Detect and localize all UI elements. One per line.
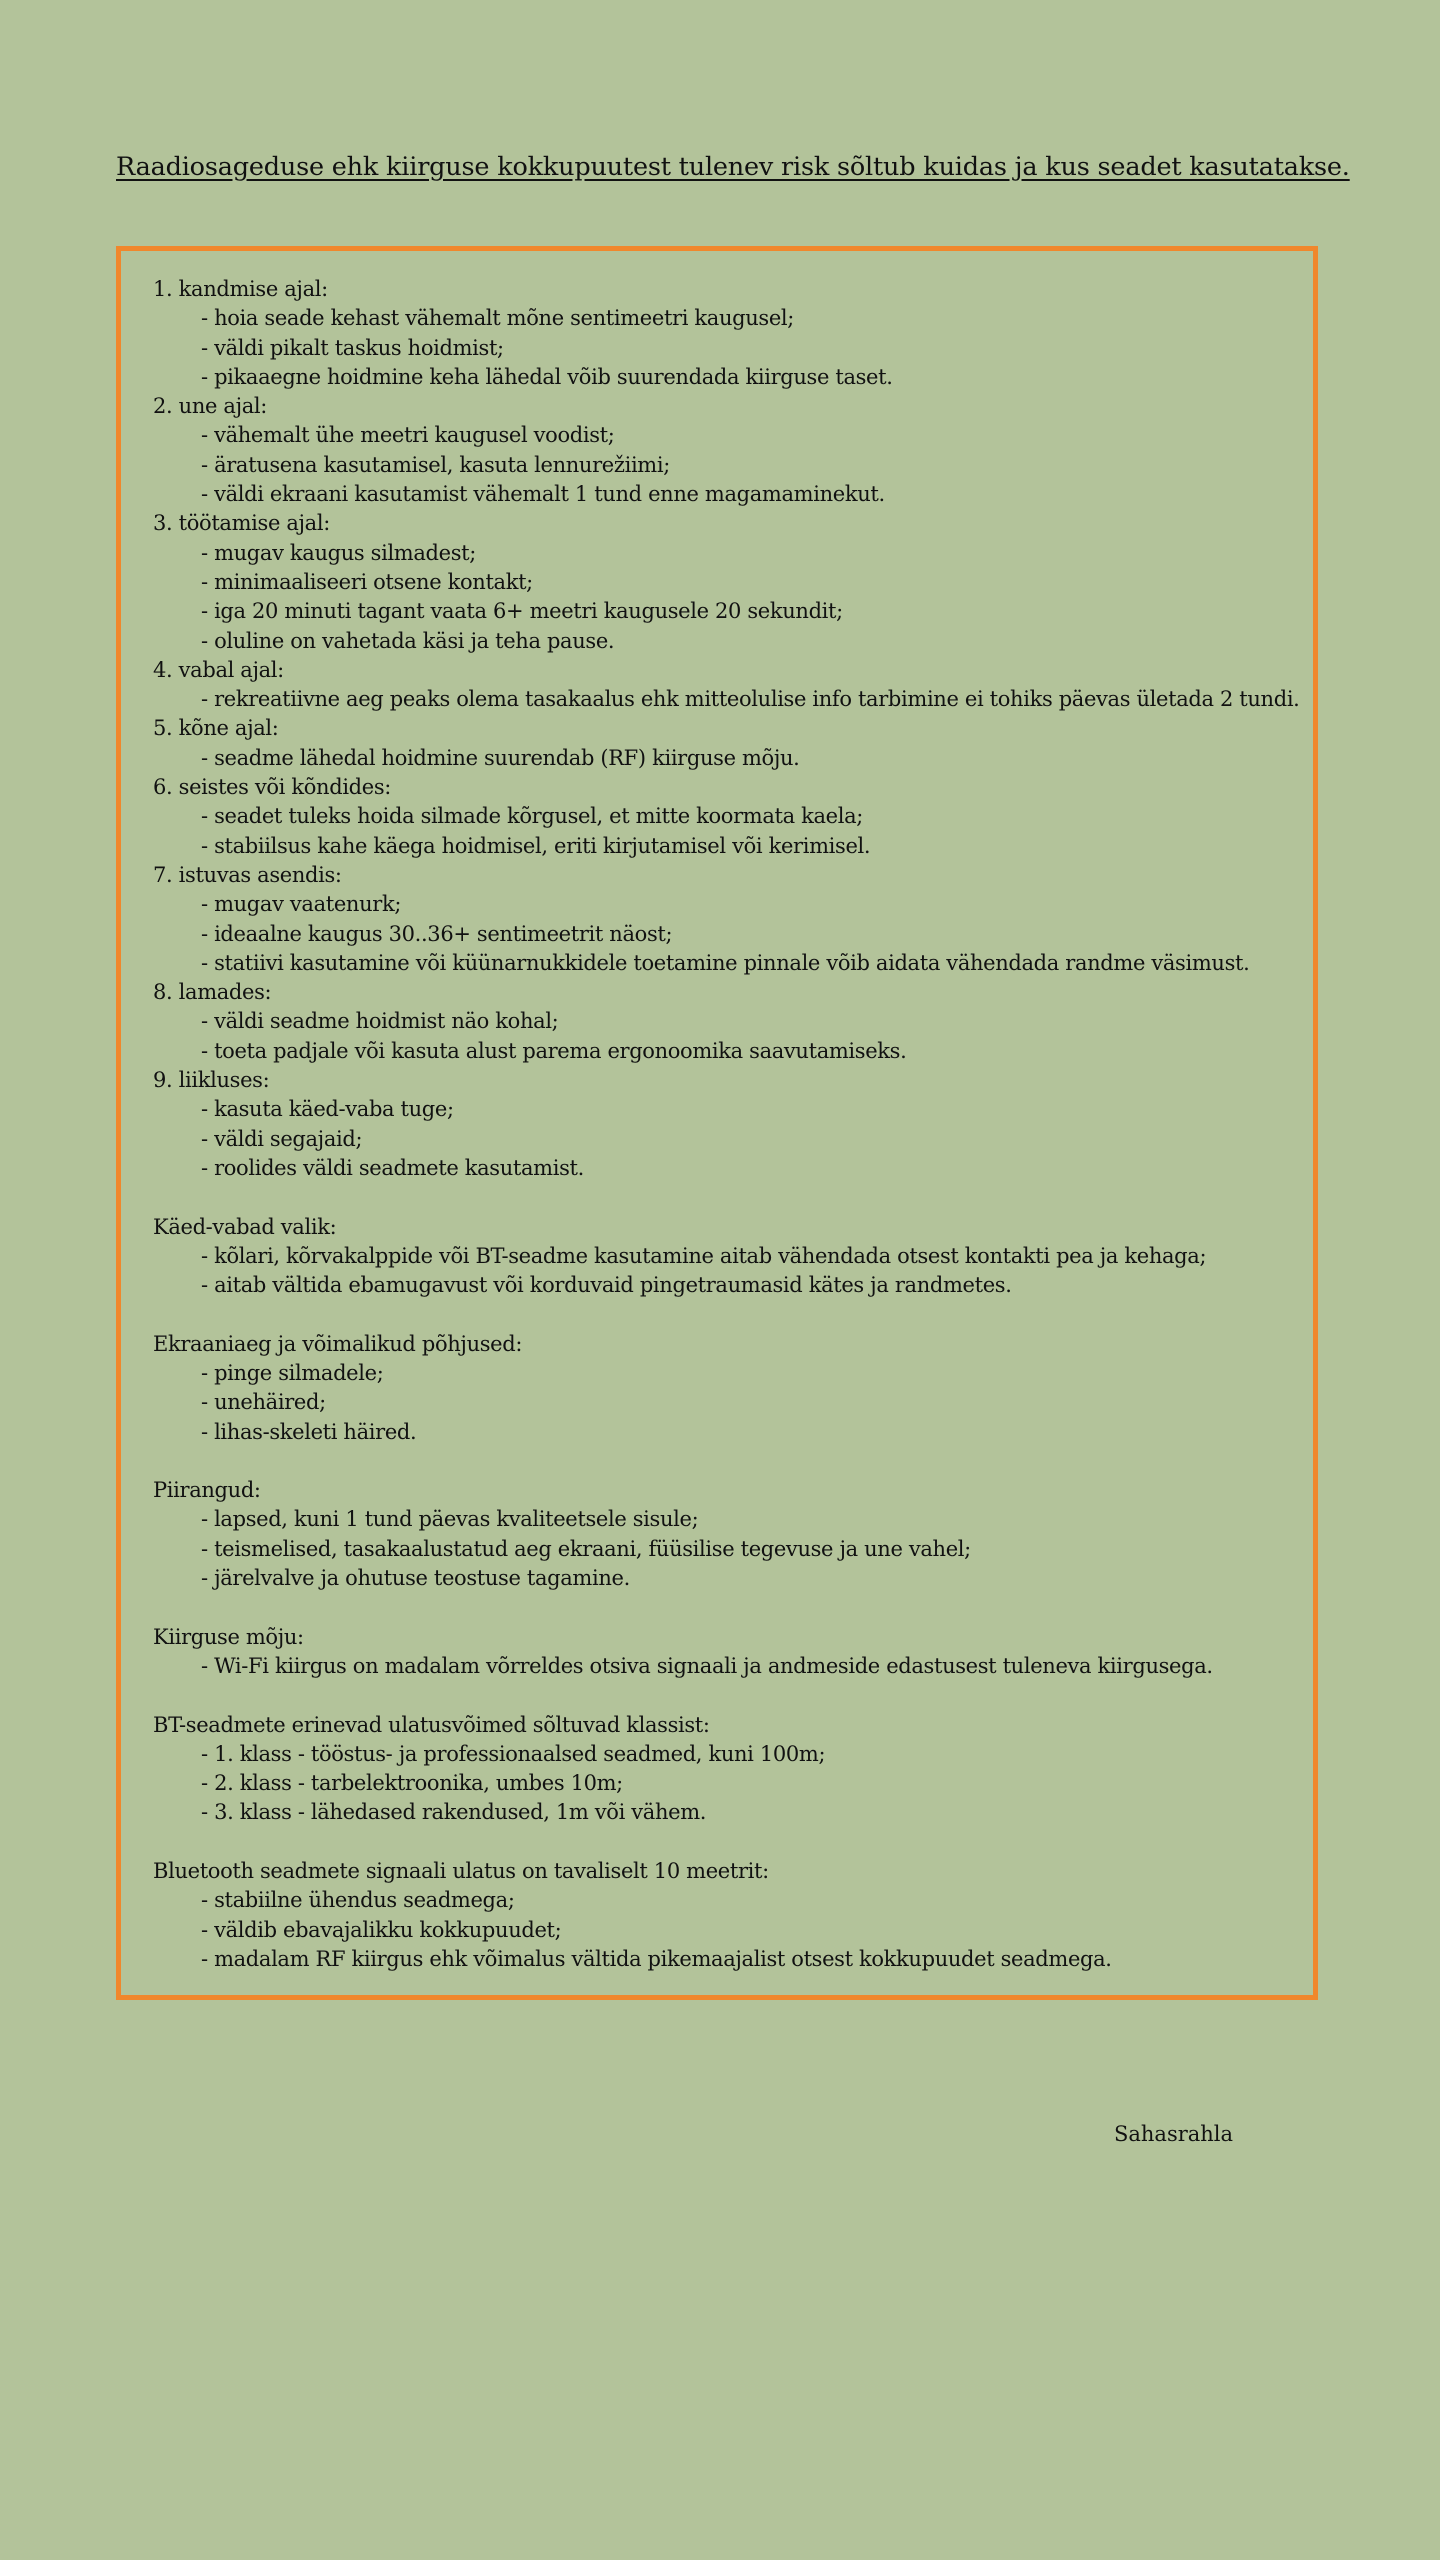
section-heading: Käed-vabad valik: [153, 1214, 337, 1239]
list-item: - roolides väldi seadmete kasutamist. [201, 1155, 584, 1180]
section-heading: 8. lamades: [153, 980, 272, 1005]
list-item: - järelvalve ja ohutuse teostuse tagamine. [201, 1566, 630, 1591]
list-item: - unehäired; [201, 1390, 326, 1415]
list-item: - statiivi kasutamine või küünarnukkidele toetamine pinnale võib aidata vähendada randme väsimust. [201, 950, 1250, 975]
list-item: - iga 20 minuti tagant vaata 6+ meetri kaugusele 20 sekundit; [201, 599, 843, 624]
blank-line [153, 1828, 1313, 1857]
list-item: - mugav vaatenurk; [201, 892, 402, 917]
list-item: - vähemalt ühe meetri kaugusel voodist; [201, 423, 615, 448]
list-item: - pikaaegne hoidmine keha lähedal võib suurendada kiirguse taset. [201, 364, 893, 389]
list-item: - 3. klass - lähedased rakendused, 1m või vähem. [201, 1800, 707, 1825]
section-heading: 6. seistes või kõndides: [153, 775, 392, 800]
list-item: - minimaaliseeri otsene kontakt; [201, 569, 533, 594]
list-item: - toeta padjale või kasuta alust parema ergonoomika saavutamiseks. [201, 1038, 907, 1063]
blank-line [153, 1593, 1313, 1622]
list-item: - stabiilsus kahe käega hoidmisel, eriti kirjutamisel või kerimisel. [201, 833, 871, 858]
list-item: - väldib ebavajalikku kokkupuudet; [201, 1917, 562, 1942]
section-heading: Kiirguse mõju: [153, 1624, 304, 1649]
section-heading: 3. töötamise ajal: [153, 511, 330, 536]
list-item: - 1. klass - tööstus- ja professionaalsed seadmed, kuni 100m; [201, 1741, 826, 1766]
list-item: - kõlari, kõrvakalppide või BT-seadme kasutamine aitab vähendada otsest kontakti pea ja kehaga; [201, 1243, 1207, 1268]
list-item: - väldi ekraani kasutamist vähemalt 1 tund enne magamaminekut. [201, 482, 885, 507]
list-item: - lapsed, kuni 1 tund päevas kvaliteetsele sisule; [201, 1507, 699, 1532]
section-heading: 4. vabal ajal: [153, 657, 284, 682]
list-item: - äratusena kasutamisel, kasuta lennurežiimi; [201, 452, 670, 477]
section-heading: Bluetooth seadmete signaali ulatus on tavaliselt 10 meetrit: [153, 1859, 769, 1884]
section-heading: 2. une ajal: [153, 394, 268, 419]
list-item: - hoia seade kehast vähemalt mõne sentimeetri kaugusel; [201, 306, 795, 331]
list-item: - stabiilne ühendus seadmega; [201, 1888, 515, 1913]
section-heading: BT-seadmete erinevad ulatusvõimed sõltuvad klassist: [153, 1712, 710, 1737]
list-item: - teismelised, tasakaalustatud aeg ekraani, füüsilise tegevuse ja une vahel; [201, 1536, 971, 1561]
list-item: - rekreatiivne aeg peaks olema tasakaalus ehk mitteolulise info tarbimine ei tohiks päevas ületada 2 tundi. [201, 687, 1300, 712]
blank-line [153, 1183, 1313, 1212]
list-item: - Wi-Fi kiirgus on madalam võrreldes otsiva signaali ja andmeside edastusest tuleneva kiirgusega. [201, 1653, 1213, 1678]
list-item: - väldi pikalt taskus hoidmist; [201, 335, 504, 360]
section-heading: 7. istuvas asendis: [153, 862, 342, 887]
signature: Sahasrahla [1114, 2122, 1234, 2146]
blank-line [153, 1447, 1313, 1476]
list-item: - madalam RF kiirgus ehk võimalus vältida pikemaajalist otsest kokkupuudet seadmega. [201, 1946, 1112, 1971]
section-heading: Ekraaniaeg ja võimalikud põhjused: [153, 1331, 523, 1356]
section-heading: 1. kandmise ajal: [153, 277, 328, 301]
list-item: - lihas-skeleti häired. [201, 1419, 417, 1444]
list-item: - ideaalne kaugus 30..36+ sentimeetrit näost; [201, 921, 673, 946]
list-item: - aitab vältida ebamugavust või korduvaid pingetraumasid kätes ja randmetes. [201, 1273, 1012, 1298]
list-item: - 2. klass - tarbelektroonika, umbes 10m; [201, 1771, 623, 1796]
list-item: - kasuta käed-vaba tuge; [201, 1097, 454, 1122]
list-item: - pinge silmadele; [201, 1360, 384, 1385]
content-box [116, 246, 1318, 2000]
blank-line [153, 1681, 1313, 1710]
list-item: - väldi seadme hoidmist näo kohal; [201, 1009, 559, 1034]
section-heading: Piirangud: [153, 1478, 261, 1503]
page-title: Raadiosageduse ehk kiirguse kokkupuutest tulenev risk sõltub kuidas ja kus seadet kasutatakse. [116, 152, 1350, 182]
section-heading: 9. liikluses: [153, 1068, 270, 1093]
list-item: - oluline on vahetada käsi ja teha pause. [201, 628, 615, 653]
list-item: - seadme lähedal hoidmine suurendab (RF) kiirguse mõju. [201, 745, 800, 770]
list-item: - väldi segajaid; [201, 1126, 363, 1151]
section-heading: 5. kõne ajal: [153, 716, 279, 741]
blank-line [153, 1300, 1313, 1329]
guideline-list [153, 275, 1313, 1974]
list-item: - mugav kaugus silmadest; [201, 540, 476, 565]
list-item: - seadet tuleks hoida silmade kõrgusel, et mitte koormata kaela; [201, 804, 863, 829]
